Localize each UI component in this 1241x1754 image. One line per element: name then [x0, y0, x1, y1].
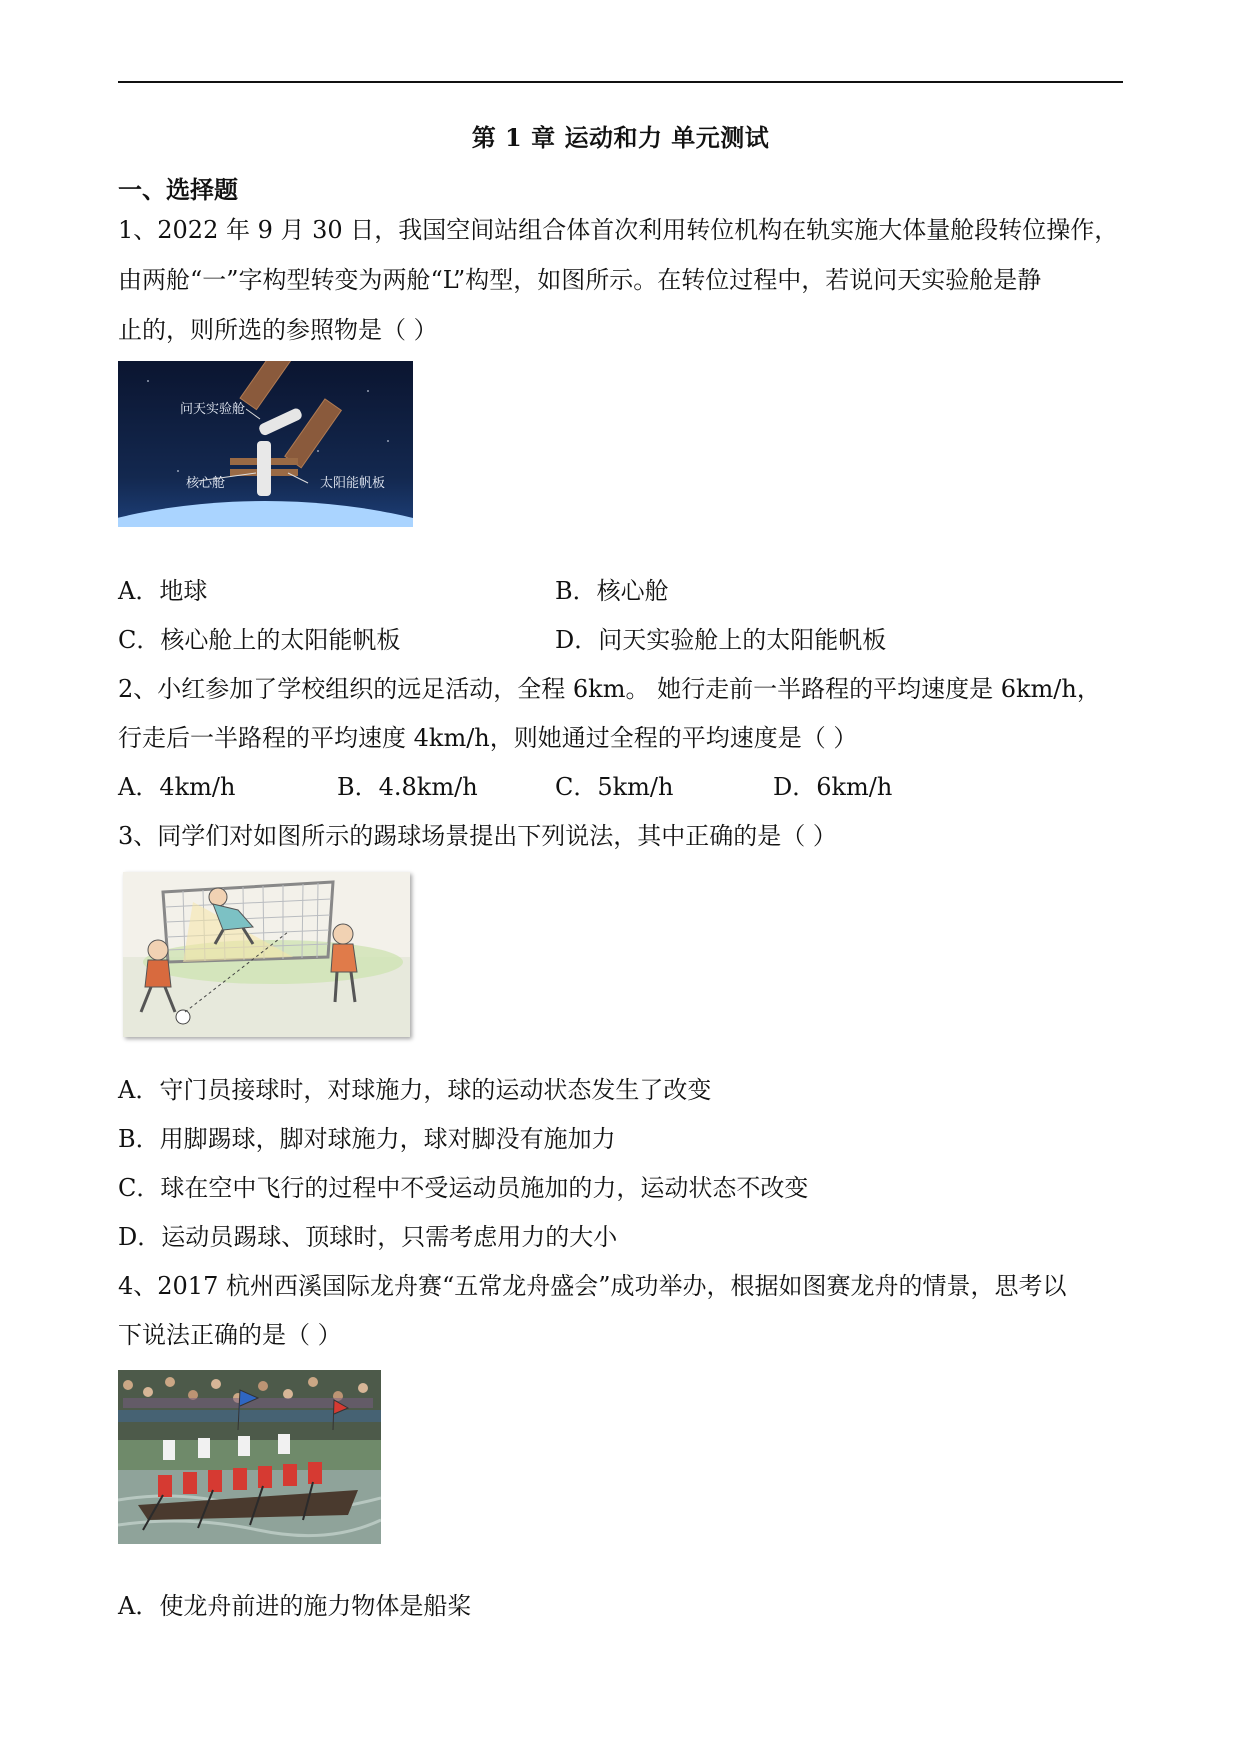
q1-text-line-2: 由两舱“一”字构型转变为两舱“L”构型，如图所示。在转位过程中，若说问天实验舱是静: [118, 266, 1042, 294]
q1-option-c: C．核心舱上的太阳能帆板: [118, 626, 401, 654]
label-solar-panel: 太阳能帆板: [320, 476, 386, 491]
q2-text-line-1: 2、小红参加了学校组织的远足活动，全程 6km。 她行走前一半路程的平均速度是 6km/h，: [118, 675, 1101, 703]
q1-option-b: B．核心舱: [555, 577, 669, 605]
page-title: 第 1 章 运动和力 单元测试: [471, 123, 770, 152]
q4-text-line-1: 4、2017 杭州西溪国际龙舟赛“五常龙舟盛会”成功举办，根据如图赛龙舟的情景，思考以: [118, 1272, 1067, 1300]
dragon-boat-figure: [118, 1370, 381, 1544]
space-station-figure: [118, 361, 413, 527]
q2-text-line-2: 行走后一半路程的平均速度 4km/h，则她通过全程的平均速度是（ ）: [118, 724, 858, 752]
label-wentian: 问天实验舱: [180, 402, 246, 417]
q2-option-b: B．4.8km/h: [337, 773, 478, 801]
top-rule: [118, 81, 1123, 83]
q4-text-line-2: 下说法正确的是（ ）: [118, 1321, 342, 1349]
soccer-scene-figure: [123, 872, 410, 1037]
q2-option-d: D．6km/h: [773, 773, 893, 801]
q2-option-a: A．4km/h: [118, 773, 236, 801]
q2-option-c: C．5km/h: [555, 773, 674, 801]
label-core-module: 核心舱: [186, 476, 226, 491]
q3-text-line-1: 3、同学们对如图所示的踢球场景提出下列说法，其中正确的是（ ）: [118, 822, 837, 850]
q3-option-b: B．用脚踢球，脚对球施力，球对脚没有施加力: [118, 1125, 616, 1153]
q1-text-line-1: 1、2022 年 9 月 30 日，我国空间站组合体首次利用转位机构在轨实施大体量舱段转位操作，: [118, 216, 1119, 244]
section-heading: 一、选择题: [118, 175, 238, 204]
q4-option-a: A．使龙舟前进的施力物体是船桨: [118, 1592, 472, 1620]
q3-option-a: A．守门员接球时，对球施力，球的运动状态发生了改变: [118, 1076, 712, 1104]
q1-option-a: A．地球: [118, 577, 208, 605]
q3-option-d: D．运动员踢球、顶球时，只需考虑用力的大小: [118, 1223, 618, 1251]
q1-option-d: D．问天实验舱上的太阳能帆板: [555, 626, 887, 654]
q3-option-c: C．球在空中飞行的过程中不受运动员施加的力，运动状态不改变: [118, 1174, 809, 1202]
q1-text-line-3: 止的，则所选的参照物是（ ）: [118, 316, 438, 344]
